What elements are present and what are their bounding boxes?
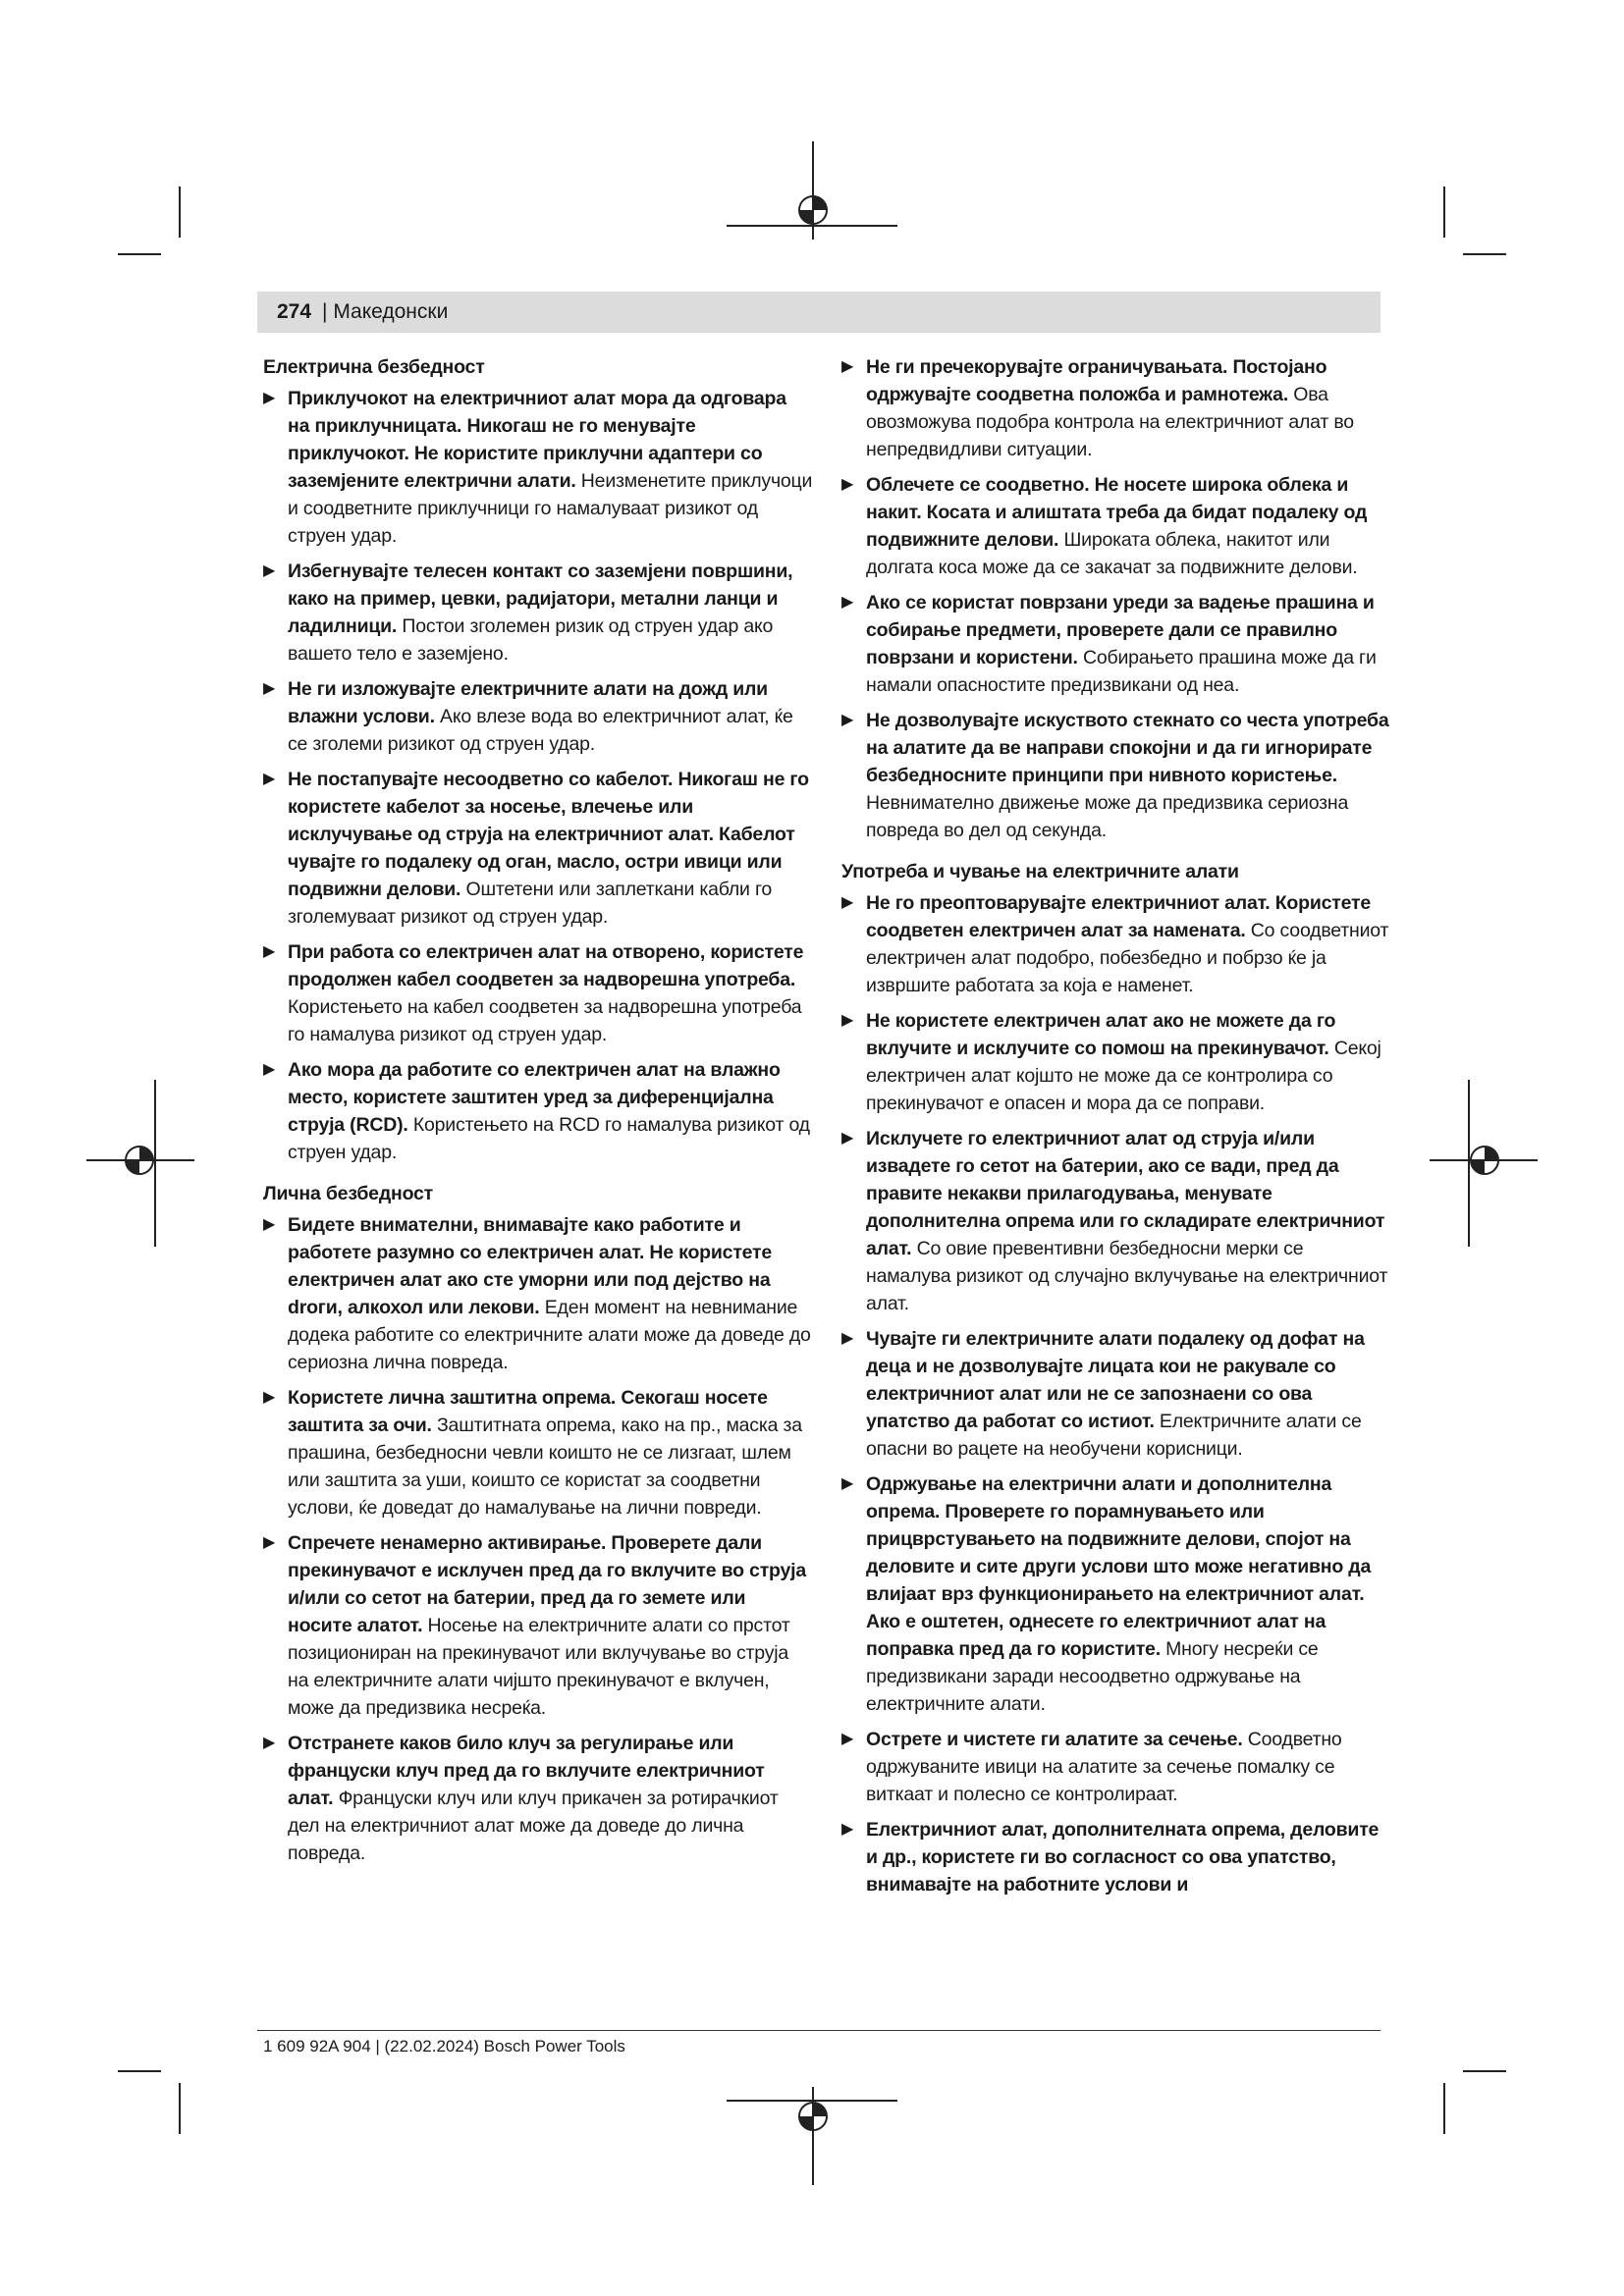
- registration-mark-right-icon: [1420, 1080, 1538, 1247]
- instruction-explanation: Користењето на RCD го намалува ризикот од струен удар.: [288, 1114, 810, 1163]
- safety-instruction: [841, 1125, 1391, 1317]
- crop-mark-tl-v: [179, 187, 181, 238]
- crop-mark-tr-h: [1463, 253, 1506, 255]
- footer-text: 1 609 92A 904 | (22.02.2024) Bosch Power Tools: [263, 2037, 625, 2056]
- instruction-bold-text: При работа со електричен алат на отворено, користете продолжен кабел соодветен за надворешна употреба.: [288, 941, 804, 990]
- bullet-triangle-icon: ▶: [263, 771, 276, 787]
- instruction-explanation: Со овие превентивни безбедносни мерки се намалува ризикот од случајно вклучување на електричниот алат.: [866, 1238, 1388, 1314]
- safety-instruction: [841, 353, 1391, 463]
- instruction-explanation: Заштитната опрема, како на пр., маска за прашина, безбедносни чевли коишто не се лизгаат, шлем или заштита за уши, коишто се користат за соодветни услови, ќе доведат до намалување на лични повреди.: [288, 1415, 802, 1519]
- bullet-triangle-icon: ▶: [841, 1475, 854, 1492]
- instruction-explanation: Еден момент на невнимание додека работите со електричните алати може да доведе до сериозна лична повреда.: [288, 1297, 811, 1373]
- footer-rule: [257, 2030, 1380, 2031]
- registration-mark-top-icon: [727, 137, 903, 275]
- bullet-triangle-icon: ▶: [841, 712, 854, 728]
- bullet-triangle-icon: ▶: [841, 358, 854, 375]
- instruction-explanation: Носење на електричните алати со прстот позициониран на прекинувачот или вклучување во струја на електричните алати чијшто прекинувачот е вклучен, може да предизвика несреќа.: [288, 1615, 790, 1719]
- instruction-bold-text: Електричниот алат, дополнителната опрема, деловите и др., користете ги во согласност со ова упатство, внимавајте на работните услови и: [866, 1819, 1380, 1896]
- instruction-bold-text: Спречете ненамерно активирање. Проверете дали прекинувачот е исклучен пред да го вклучите во струја и/или со сетот на батерии, пред да го земете или носите алатот.: [288, 1532, 807, 1636]
- instruction-explanation: Со соодветниот електричен алат подобро, побезбедно и побрзо ќе ја извршите работата за која е наменет.: [866, 920, 1389, 996]
- instruction-explanation: Оштетени или заплеткани кабли го зголемуваат ризикот од струен удар.: [288, 879, 773, 928]
- instruction-bold-text: Користете лична заштитна опрема. Секогаш носете заштита за очи.: [288, 1387, 768, 1436]
- bullet-triangle-icon: ▶: [263, 1061, 276, 1078]
- instruction-explanation: Француски клуч или клуч прикачен за ротирачкиот дел на електричниот алат може да доведе до лична повреда.: [288, 1788, 779, 1864]
- crop-mark-bl-v: [179, 2083, 181, 2134]
- instruction-bold-text: Ако мора да работите со електричен алат на влажно место, користете заштитен уред за диференцијална струја (RCD).: [288, 1059, 781, 1136]
- instruction-explanation: Невнимателно движење може да предизвика сериозна повреда во дел од секунда.: [866, 792, 1349, 841]
- crop-mark-br-h: [1463, 2070, 1506, 2072]
- safety-instruction: [263, 1529, 813, 1722]
- instruction-bold-text: Избегнувајте телесен контакт со заземјени површини, како на пример, цевки, радијатори, метални ланци и ладилници.: [288, 561, 793, 637]
- instruction-bold-text: Не ги изложувајте електричните алати на дожд или влажни услови.: [288, 678, 768, 727]
- instruction-explanation: Широката облека, накитот или долгата коса може да се закачат за подвижните делови.: [866, 529, 1358, 578]
- section-heading: Електрична безбедност: [263, 356, 485, 378]
- instruction-explanation: Користењето на кабел соодветен за надворешна употреба го намалува ризикот од струен удар.: [288, 996, 802, 1045]
- instruction-explanation: Електричните алати се опасни во рацете на необучени корисници.: [866, 1411, 1362, 1460]
- bullet-triangle-icon: ▶: [263, 1389, 276, 1406]
- instruction-explanation: Собирањето прашина може да ги намали опасностите предизвикани од неа.: [866, 647, 1377, 696]
- instruction-explanation: Соодветно одржуваните ивици на алатите за сечење помалку се виткаат и полесно се контролираат.: [866, 1729, 1342, 1805]
- left-column: [263, 353, 813, 1875]
- bullet-triangle-icon: ▶: [841, 1731, 854, 1747]
- safety-instruction: [841, 1816, 1391, 1898]
- instruction-bold-text: Бидете внимателни, внимавајте како работите и работете разумно со електричен алат. Не користете електричен алат ако сте уморни или под дејство на droги, алкохол или лекови.: [288, 1214, 773, 1318]
- bullet-triangle-icon: ▶: [841, 594, 854, 611]
- safety-instruction: [841, 589, 1391, 699]
- safety-instruction: [263, 1056, 813, 1166]
- safety-instruction: [263, 1211, 813, 1376]
- crop-mark-tr-v: [1443, 187, 1445, 238]
- instruction-explanation: Постои зголемен ризик од струен удар ако вашето тело е заземјено.: [288, 615, 774, 665]
- instruction-bold-text: Не користете електричен алат ако не можете да го вклучите и исклучите со помош на прекинувачот.: [866, 1010, 1336, 1059]
- instruction-bold-text: Одржување на електрични алати и дополнителна опрема. Проверете го порамнувањето или прицврстувањето на подвижните делови, спојот на деловите и сите други услови што може негативно да влијаат врз функционирањето на електричниот алат. Ако е оштетен, однесете го електричниот алат на поправка пред да го користите.: [866, 1473, 1372, 1660]
- bullet-triangle-icon: ▶: [841, 894, 854, 911]
- instruction-explanation: Многу несреќи се предизвикани заради несоодветно одржување на електричните алати.: [866, 1638, 1319, 1715]
- crop-mark-tl-h: [118, 253, 161, 255]
- crop-mark-br-v: [1443, 2083, 1445, 2134]
- instruction-bold-text: Не постапувајте несоодветно со кабелот. Никогаш не го користете кабелот за носење, влечење или исклучување од струја на електричниот алат. Кабелот чувајте го подалеку од оган, масло, остри ивици или подвижни делови.: [288, 769, 809, 900]
- instruction-bold-text: Чувајте ги електричните алати подалеку од дофат на деца и не дозволувајте лицата кои не ракувале со електричниот алат или не се запознаени со ова упатство да работат со истиот.: [866, 1328, 1365, 1432]
- crop-mark-bl-h: [118, 2070, 161, 2072]
- instruction-explanation: Секој електричен алат којшто не може да се контролира со прекинувачот е опасен и мора да се поправи.: [866, 1038, 1381, 1114]
- safety-instruction: [841, 1007, 1391, 1117]
- bullet-triangle-icon: ▶: [263, 1735, 276, 1751]
- page-number: 274: [277, 300, 312, 323]
- right-column: [841, 353, 1391, 1906]
- bullet-triangle-icon: ▶: [263, 943, 276, 960]
- instruction-bold-text: Не ги пречекорувајте ограничувањата. Постојано одржувајте соодветна положба и рамнотежа.: [866, 356, 1327, 405]
- safety-instruction: [263, 938, 813, 1048]
- bullet-triangle-icon: ▶: [263, 562, 276, 579]
- bullet-triangle-icon: ▶: [841, 1821, 854, 1838]
- safety-instruction: [263, 385, 813, 550]
- header-language: [322, 300, 448, 324]
- instruction-bold-text: Ако се користат поврзани уреди за вадење прашина и собирање предмети, проверете дали се правилно поврзани и користени.: [866, 592, 1375, 668]
- registration-mark-bottom-icon: [727, 2052, 903, 2189]
- safety-instruction: [841, 1726, 1391, 1808]
- header-separator: |: [322, 300, 328, 323]
- safety-instruction: [263, 558, 813, 667]
- instruction-bold-text: Не го преоптоварувајте електричниот алат. Користете соодветен електричен алат за намената.: [866, 892, 1371, 941]
- instruction-bold-text: Исклучете го електричниот алат од струја и/или извадете го сетот на батерии, ако се вади, пред да правите некакви прилагодувања, менувате дополнителна опрема или го складирате електричниот алат.: [866, 1128, 1385, 1259]
- safety-instruction: [263, 766, 813, 931]
- instruction-bold-text: Приклучокот на електричниот алат мора да одговара на приклучницата. Никогаш не го менувајте приклучокот. Не користите приклучни адаптери со заземјените електрични алати.: [288, 388, 786, 492]
- instruction-bold-text: Облечете се соодветно. Не носете широка облека и накит. Косата и алиштата треба да бидат подалеку од подвижните делови.: [866, 474, 1368, 551]
- instruction-bold-text: Отстранете каков било клуч за регулирање или француски клуч пред да го вклучите електричниот алат.: [288, 1733, 765, 1809]
- header-language-label: Македонски: [333, 300, 449, 323]
- bullet-triangle-icon: ▶: [841, 1012, 854, 1029]
- section-heading: Употреба и чување на електричните алати: [841, 861, 1239, 882]
- bullet-triangle-icon: ▶: [263, 1216, 276, 1233]
- safety-instruction: [263, 1384, 813, 1522]
- bullet-triangle-icon: ▶: [841, 1330, 854, 1347]
- section-heading: Лична безбедност: [263, 1183, 434, 1204]
- instruction-bold-text: Не дозволувајте искуството стекнато со честа употреба на алатите да ве направи спокојни и да ги игнорирате безбедносните принципи при нивното користење.: [866, 710, 1389, 786]
- safety-instruction: [841, 889, 1391, 999]
- safety-instruction: [841, 1470, 1391, 1718]
- safety-instruction: [841, 1325, 1391, 1463]
- bullet-triangle-icon: ▶: [263, 680, 276, 697]
- safety-instruction: [263, 1730, 813, 1867]
- registration-mark-left-icon: [86, 1080, 204, 1247]
- bullet-triangle-icon: ▶: [841, 1130, 854, 1147]
- instruction-explanation: Ова овозможува подобра контрола на електричниот алат во непредвидливи ситуации.: [866, 384, 1354, 460]
- instruction-bold-text: Острете и чистете ги алатите за сечење.: [866, 1729, 1243, 1750]
- bullet-triangle-icon: ▶: [263, 390, 276, 406]
- safety-instruction: [263, 675, 813, 758]
- instruction-explanation: Неизменетите приклучоци и соодветните приклучници го намалуваат ризикот од струен удар.: [288, 470, 813, 547]
- instruction-explanation: Ако влезе вода во електричниот алат, ќе се зголеми ризикот од струен удар.: [288, 706, 793, 755]
- safety-instruction: [841, 471, 1391, 581]
- safety-instruction: [841, 707, 1391, 844]
- bullet-triangle-icon: ▶: [263, 1534, 276, 1551]
- bullet-triangle-icon: ▶: [841, 476, 854, 493]
